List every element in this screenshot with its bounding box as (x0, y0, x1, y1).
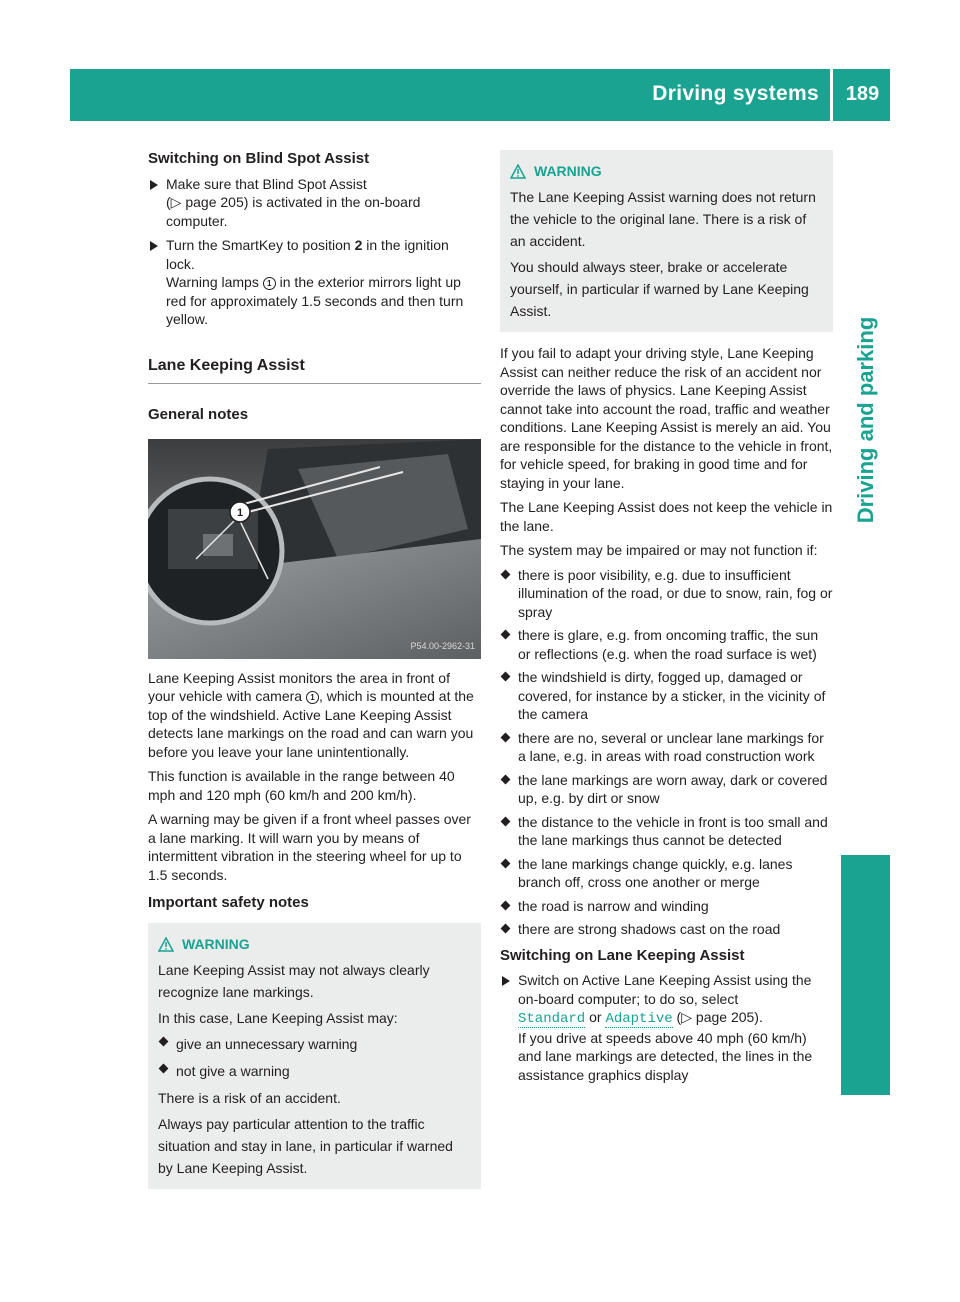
callout-1-icon: 1 (306, 691, 319, 704)
bsa-step-1-ref[interactable]: page 205) is activated in the on-board computer. (166, 194, 421, 229)
page-ref-arrow-icon: ▷ (170, 194, 182, 210)
header-title: Driving systems (652, 82, 819, 105)
side-tab (841, 300, 890, 540)
warning-p2: You should always steer, brake or accelerate yourself, in particular if warned by Lane Keeping Assist. (510, 259, 809, 319)
windshield-camera-figure (148, 439, 481, 659)
condition-bullet: the lane markings are worn away, dark or covered up, e.g. by dirt or snow (500, 771, 833, 808)
warning-lamps-text-end: in the exterior mirrors light up red for approximately 1.5 seconds and then turn yellow. (166, 274, 464, 327)
bsa-step-2 (148, 236, 481, 329)
warning-p3: There is a risk of an accident. (158, 1089, 341, 1106)
condition-bullet: there are strong shadows cast on the road (500, 920, 833, 939)
warning-lamps-text: Warning lamps (166, 274, 263, 290)
gn-p1-text: Lane Keeping Assist monitors the area in front of your vehicle with camera (148, 669, 450, 704)
bsa-step-2-text-end: in the ignition lock. (166, 237, 449, 272)
gn-p1-text-end: , which is mounted at the top of the windshield. Active Lane Keeping Assist detects lane markings on the road and can warn you before you leave your lane unintentionally. (148, 688, 474, 760)
switch-page-ref[interactable]: page 205). (692, 1009, 763, 1025)
warning-title (158, 933, 471, 955)
switch-step-text-2: If you drive at speeds above 40 mph (60 km/h) and lane markings are detected, the lines in the assistance graphics display (518, 1029, 813, 1083)
bsa-step-1-text: Make sure that Blind Spot Assist (166, 175, 367, 192)
general-notes-p2: This function is available in the range between 40 mph and 120 mph (60 km/h and 200 km/h). (148, 768, 455, 803)
lka-p3: The system may be impaired or may not function if: (500, 542, 818, 558)
general-notes-p1 (148, 669, 481, 762)
warning-box-left (148, 923, 481, 1189)
page-number: 189 (845, 83, 880, 105)
warning-title-text: WARNING (534, 163, 602, 179)
or-text: or (585, 1009, 606, 1025)
condition-bullet: the lane markings change quickly, e.g. lanes branch off, cross one another or merge (500, 855, 833, 892)
header-separator (830, 69, 833, 121)
option-adaptive[interactable]: Adaptive (605, 1011, 673, 1027)
side-tab-label: Driving and parking (852, 316, 878, 524)
key-position: 2 (354, 237, 363, 253)
option-standard[interactable]: Standard (518, 1011, 586, 1027)
bsa-step-2-text: Turn the SmartKey to position (166, 237, 355, 253)
warning-p2: In this case, Lane Keeping Assist may: (158, 1009, 398, 1026)
warning-triangle-icon (158, 937, 174, 952)
condition-bullet: the road is narrow and winding (500, 897, 833, 916)
condition-bullet: there is glare, e.g. from oncoming traffic, the sun or reflections (e.g. when the road surface is wet) (500, 626, 833, 663)
switch-step-text: Switch on Active Lane Keeping Assist using the on-board computer; to do so, select (518, 972, 812, 1007)
right-column (500, 150, 833, 1090)
switch-lka-heading: Switching on Lane Keeping Assist (500, 946, 745, 964)
condition-bullet: there is poor visibility, e.g. due to insufficient illumination of the road, or due to snow, rain, fog or spray (500, 566, 833, 622)
bsa-heading: Switching on Blind Spot Assist (148, 150, 370, 167)
safety-heading: Important safety notes (148, 894, 309, 911)
windshield-photo (148, 439, 481, 659)
figure-code: P54.00-2962-31 (410, 641, 475, 651)
left-column (148, 150, 481, 1201)
general-notes-p3: A warning may be given if a front wheel passes over a lane marking. It will warn you by means of intermittent vibration in the steering wheel for up to 1.5 seconds. (148, 811, 471, 883)
warning-box-right (500, 150, 833, 332)
switch-lka-step (500, 971, 833, 1084)
lka-p2: The Lane Keeping Assist does not keep the vehicle in the lane. (500, 499, 833, 534)
warning-p4: Always pay particular attention to the traffic situation and stay in lane, in particular if warned by Lane Keeping Assist. (158, 1115, 453, 1176)
bsa-step-1 (148, 175, 481, 231)
warning-title (510, 160, 823, 182)
header-bar (70, 69, 890, 121)
lka-section-heading: Lane Keeping Assist (148, 357, 481, 385)
warning-bullet: not give a warning (158, 1060, 471, 1082)
warning-triangle-icon (510, 164, 526, 179)
condition-bullet: the distance to the vehicle in front is too small and the lane markings thus cannot be detected (500, 813, 833, 850)
page-ref-arrow-icon: ▷ (681, 1009, 693, 1025)
side-color-block (841, 855, 890, 1095)
warning-title-text: WARNING (182, 935, 250, 952)
lka-p1: If you fail to adapt your driving style, Lane Keeping Assist can neither reduce the risk of an accident nor override the laws of physics. Lane Keeping Assist cannot take into account the road, traffic and weather conditions. Lane Keeping Assist is merely an aid. You are responsible for the distance to the vehicle in front, for vehicle speed, for braking in good time and for staying in your lane. (500, 345, 833, 491)
condition-bullet: the windshield is dirty, fogged up, damaged or covered, for instance by a sticker, in the vicinity of the camera (500, 668, 833, 724)
callout-1-icon: 1 (263, 277, 276, 290)
condition-bullet: there are no, several or unclear lane markings for a lane, e.g. in areas with road construction work (500, 729, 833, 766)
general-notes-heading: General notes (148, 406, 249, 423)
ref-paren: ( (166, 194, 171, 210)
callout-1-label: 1 (236, 506, 244, 519)
warning-p1: Lane Keeping Assist may not always clearly recognize lane markings. (158, 961, 430, 1000)
warning-bullet: give an unnecessary warning (158, 1033, 471, 1055)
warning-p1: The Lane Keeping Assist warning does not return the vehicle to the original lane. There is a risk of an accident. (510, 189, 816, 249)
ref-paren: ( (672, 1009, 682, 1025)
